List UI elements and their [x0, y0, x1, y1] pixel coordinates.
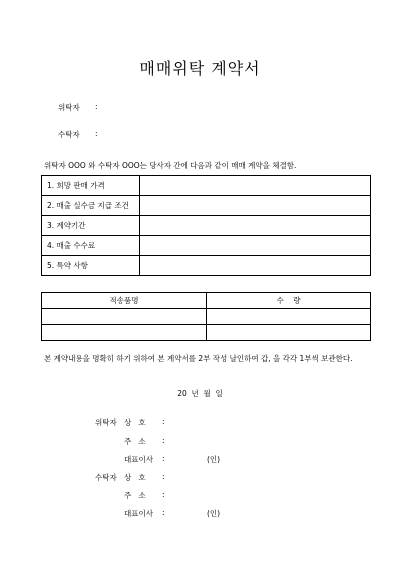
quantity-header: 수 량 [207, 293, 371, 309]
term-label: 3. 계약기간 [42, 216, 140, 236]
term-label: 5. 특약 사항 [42, 256, 140, 276]
sig-consignor-role: 위탁자 [95, 418, 117, 427]
sig-seal-mark: (인) [207, 455, 221, 464]
consignee-label: 수탁자 [58, 130, 80, 139]
table-header-row [42, 293, 371, 309]
term-label: 2. 매출 실수금 지급 조건 [42, 196, 140, 216]
table-row [42, 325, 371, 341]
term-value[interactable] [140, 256, 371, 276]
goods-name-header: 적송품명 [42, 293, 207, 309]
table-row [42, 176, 371, 196]
term-value[interactable] [140, 216, 371, 236]
table-row [42, 216, 371, 236]
term-value[interactable] [140, 196, 371, 216]
consignor-colon: : [95, 102, 98, 111]
closing-text: 본 계약내용을 명확히 하기 위하여 본 계약서를 2부 작성 날인하여 갑, 을 각각 1부씩 보관한다. [44, 354, 353, 363]
sig-consignor-trade-name-label: 상 호 [124, 418, 146, 427]
sig-colon: : [162, 454, 165, 463]
consignee-colon: : [95, 129, 98, 138]
goods-name-cell[interactable] [42, 325, 207, 341]
goods-name-cell[interactable] [42, 309, 207, 325]
document-title: 매매위탁 계약서 [139, 59, 261, 78]
sig-colon: : [162, 436, 165, 445]
table-row [42, 196, 371, 216]
table-row [42, 309, 371, 325]
sig-consignee-representative-label: 대표이사 [124, 509, 153, 518]
contract-date: 20 년 월 일 [177, 389, 223, 398]
sig-colon: : [162, 417, 165, 426]
table-row [42, 256, 371, 276]
sig-consignee-role: 수탁자 [95, 473, 117, 482]
term-value[interactable] [140, 236, 371, 256]
intro-text: 위탁자 OOO 와 수탁자 OOO는 당사자 간에 다음과 같이 매매 계약을 체결함. [44, 161, 297, 170]
sig-consignee-trade-name-label: 상 호 [124, 473, 146, 482]
term-label: 1. 희망 판매 가격 [42, 176, 140, 196]
quantity-cell[interactable] [207, 325, 371, 341]
sig-colon: : [162, 508, 165, 517]
sig-consignor-representative-label: 대표이사 [124, 455, 153, 464]
term-label: 4. 매출 수수료 [42, 236, 140, 256]
sig-colon: : [162, 472, 165, 481]
sig-consignor-address-label: 주 소 [124, 437, 146, 446]
consignor-label: 위탁자 [58, 103, 80, 112]
terms-table [41, 175, 371, 276]
goods-table [41, 292, 371, 341]
quantity-cell[interactable] [207, 309, 371, 325]
term-value[interactable] [140, 176, 371, 196]
sig-colon: : [162, 490, 165, 499]
sig-seal-mark: (인) [207, 509, 221, 518]
table-row [42, 236, 371, 256]
sig-consignee-address-label: 주 소 [124, 491, 146, 500]
